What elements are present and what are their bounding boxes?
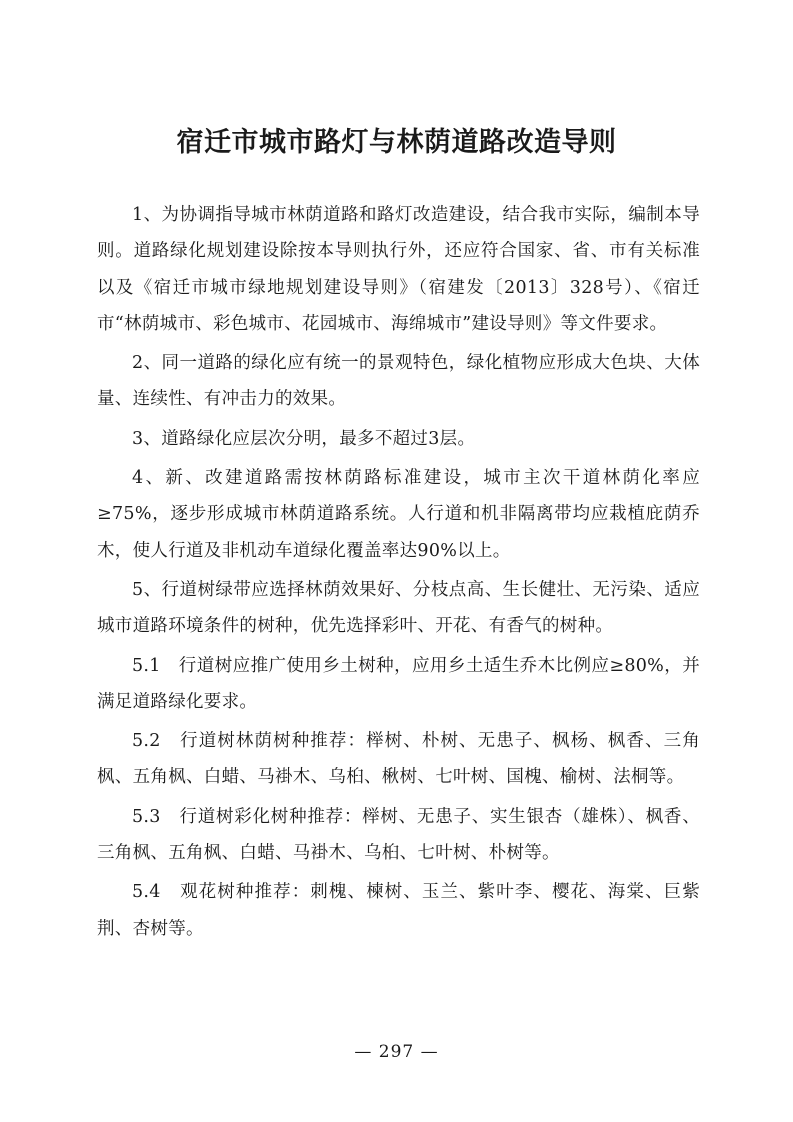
paragraph-5-1: 5.1 行道树应推广使用乡土树种，应用乡土适生乔木比例应≥80%，并满足道路绿化要求。 bbox=[97, 655, 700, 712]
paragraph-5-2: 5.2 行道树林荫树种推荐：榉树、朴树、无患子、枫杨、枫香、三角枫、五角枫、白蜡、马褂木、乌桕、楸树、七叶树、国槐、榆树、法桐等。 bbox=[97, 731, 700, 788]
paragraph-5: 5、行道树绿带应选择林荫效果好、分枝点高、生长健壮、无污染、适应城市道路环境条件的树种，优先选择彩叶、开花、有香气的树种。 bbox=[97, 579, 700, 637]
page-number: — 297 — bbox=[354, 1042, 439, 1062]
paragraph-4: 4、新、改建道路需按林荫路标准建设，城市主次干道林荫化率应≥75%，逐步形成城市林荫道路系统。人行道和机非隔离带均应栽植庇荫乔木，使人行道及非机动车道绿化覆盖率达90%以上。 bbox=[97, 468, 700, 561]
paragraph-1: 1、为协调指导城市林荫道路和路灯改造建设，结合我市实际，编制本导则。道路绿化规划建设除按本导则执行外，还应符合国家、省、市有关标准以及《宿迁市城市绿地规划建设导则》（宿建发〔2013〕328号）、《宿迁市“林荫城市、彩色城市、花园城市、海绵城市”建设导则》等文件要求。 bbox=[97, 205, 700, 334]
paragraph-5-4: 5.4 观花树种推荐：刺槐、楝树、玉兰、紫叶李、樱花、海棠、巨紫荆、杏树等。 bbox=[97, 882, 700, 939]
document-title: 宿迁市城市路灯与林荫道路改造导则 bbox=[176, 127, 617, 158]
document-body bbox=[97, 197, 700, 947]
paragraph-2: 2、同一道路的绿化应有统一的景观特色，绿化植物应形成大色块、大体量、连续性、有冲击力的效果。 bbox=[97, 353, 700, 410]
paragraph-3: 3、道路绿化应层次分明，最多不超过3层。 bbox=[132, 428, 476, 449]
paragraph-5-3: 5.3 行道树彩化树种推荐：榉树、无患子、实生银杏（雄株）、枫香、三角枫、五角枫、白蜡、马褂木、乌桕、七叶树、朴树等。 bbox=[97, 806, 700, 864]
